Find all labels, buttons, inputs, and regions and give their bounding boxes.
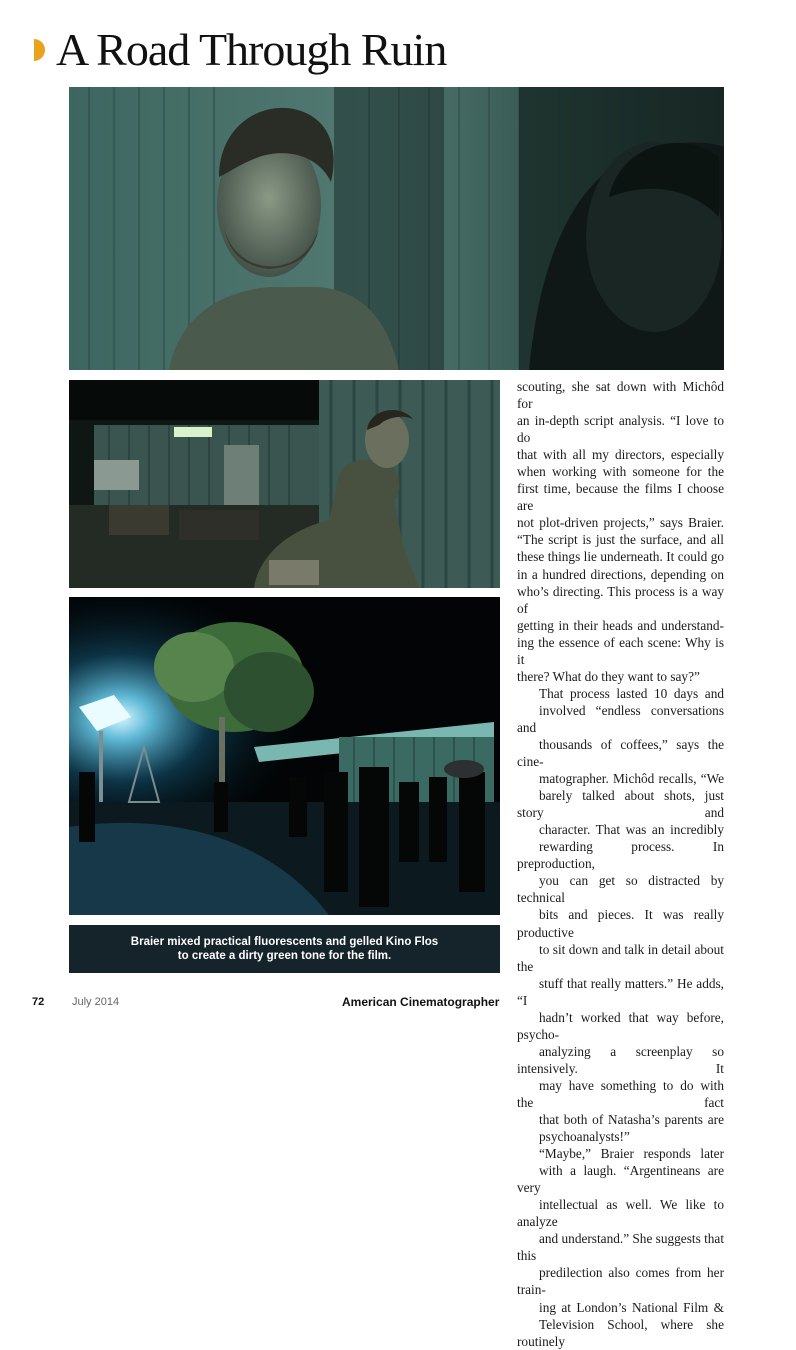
photo-caption (69, 925, 500, 973)
body-line: stuff that really matters.” He adds, “I (517, 975, 724, 1008)
body-line: to sit down and talk in detail about the (517, 941, 724, 974)
body-line: involved “endless conversations and (517, 702, 724, 735)
page-header (30, 20, 730, 80)
body-paragraph (517, 1145, 724, 1350)
photo-night-set-graphic (69, 597, 500, 915)
article-body-column (517, 378, 724, 1350)
body-line: rewarding process. In preproduction, (517, 839, 724, 872)
body-line: thousands of coffees,” says the cine- (517, 736, 724, 770)
photo-man-seated-shed (69, 380, 500, 588)
body-line: that with all my directors, especially (517, 447, 724, 463)
body-line: in a hundred directions, depending on (517, 566, 724, 582)
body-line: matographer. Michôd recalls, “We (539, 771, 724, 787)
body-line: an in-depth script analysis. “I love to do (517, 413, 724, 446)
body-line: who’s directing. This process is a way of (517, 583, 724, 616)
caption-line: Braier mixed practical fluorescents and gelled Kino Flos (130, 936, 439, 948)
body-paragraph (517, 378, 724, 685)
body-line: That process lasted 10 days and (539, 685, 724, 701)
caption-line: to create a dirty green tone for the film. (177, 950, 392, 962)
body-line: with a laugh. “Argentineans are very (517, 1163, 724, 1196)
body-line: scouting, she sat down with Michôd for (517, 379, 724, 412)
body-line: ing the essence of each scene: Why is it (517, 634, 724, 667)
body-line: not plot-driven projects,” says Braier. (517, 515, 724, 531)
body-line: psychoanalysts!” (539, 1129, 630, 1145)
photo-night-set-crew (69, 597, 500, 915)
body-line: barely talked about shots, just story and (517, 788, 724, 821)
body-line: that both of Natasha’s parents are (539, 1112, 724, 1128)
body-line: you can get so distracted by technical (517, 873, 724, 906)
body-line: may have something to do with the fact (517, 1077, 724, 1110)
body-line: “The script is just the surface, and all (517, 532, 724, 548)
body-line: hadn’t worked that way before, psycho- (517, 1009, 724, 1042)
body-line: ing at London’s National Film & (539, 1299, 724, 1315)
photo-close-up-two-men (69, 87, 724, 370)
body-line: getting in their heads and understand- (517, 617, 724, 633)
body-line: these things lie underneath. It could go (517, 549, 724, 565)
body-line: there? What do they want to say?” (517, 668, 700, 684)
body-line: bits and pieces. It was really productive (517, 907, 724, 940)
magazine-name: American Cinematographer (342, 995, 500, 1009)
section-bullet-icon (34, 39, 45, 61)
body-line: “Maybe,” Braier responds later (539, 1146, 724, 1162)
article-title: A Road Through Ruin (56, 24, 447, 75)
body-line: character. That was an incredibly (539, 822, 724, 838)
body-paragraph (517, 685, 724, 1145)
body-line: when working with someone for the (517, 464, 724, 480)
body-line: analyzing a screenplay so intensively. It (517, 1043, 724, 1076)
body-line: predilection also comes from her train- (517, 1265, 724, 1298)
photo-close-up-graphic (69, 87, 724, 370)
issue-date: July 2014 (72, 996, 120, 1008)
page-number: 72 (32, 996, 45, 1008)
body-line: and understand.” She suggests that this (517, 1231, 725, 1264)
body-line: first time, because the films I choose are (517, 481, 724, 514)
body-line: intellectual as well. We like to analyze (517, 1197, 724, 1230)
photo-seated-graphic (69, 380, 500, 588)
body-line: Television School, where she routinely (517, 1316, 724, 1349)
